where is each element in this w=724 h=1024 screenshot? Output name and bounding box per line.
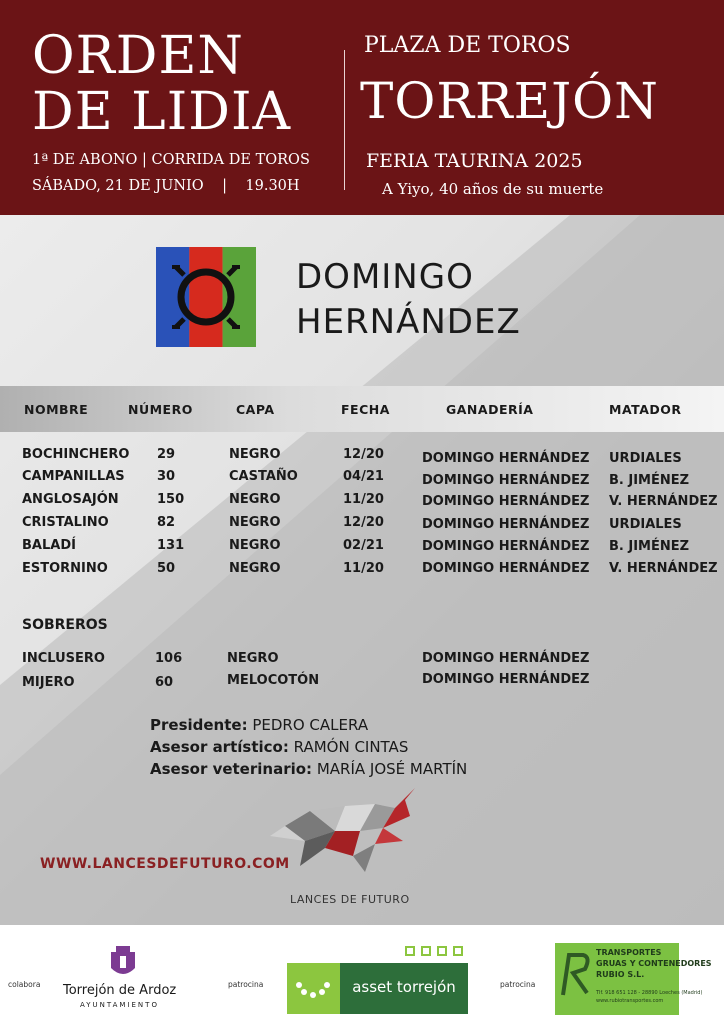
cell-fecha: 12/20: [343, 515, 384, 530]
cell-ganaderia: DOMINGO HERNÁNDEZ: [422, 494, 590, 509]
official-value: MARÍA JOSÉ MARTÍN: [316, 760, 468, 778]
cell-numero: 82: [157, 515, 176, 530]
cell-numero: 30: [157, 469, 176, 484]
cell-capa: NEGRO: [229, 538, 281, 553]
cell-matador: V. HERNÁNDEZ: [609, 561, 718, 576]
cell-nombre: CRISTALINO: [22, 515, 109, 530]
cell-numero: 131: [157, 538, 185, 553]
col-header-fecha: FECHA: [341, 402, 390, 417]
asset-square-icon: [405, 946, 415, 956]
col-header-ganaderia: GANADERÍA: [446, 402, 534, 417]
cell-fecha: 11/20: [343, 561, 384, 576]
col-header-matador: MATADOR: [609, 402, 682, 417]
cell-nombre: ESTORNINO: [22, 561, 108, 576]
cell-ganaderia: DOMINGO HERNÁNDEZ: [422, 561, 590, 576]
subtitle-date: SÁBADO, 21 DE JUNIO | 19.30H: [32, 178, 300, 194]
asset-dots-icon: [287, 963, 340, 1014]
cell-capa: NEGRO: [229, 492, 281, 507]
patrocina-label: patrocina: [500, 980, 536, 989]
cell-fecha: 02/21: [343, 538, 384, 553]
cell-ganaderia: DOMINGO HERNÁNDEZ: [422, 651, 590, 666]
cell-numero: 60: [155, 675, 174, 690]
title-line-1: ORDEN: [32, 26, 244, 86]
cell-nombre: INCLUSERO: [22, 651, 105, 666]
col-header-nombre: NOMBRE: [24, 402, 89, 417]
torrejon-name: Torrejón de Ardoz: [63, 983, 177, 998]
ganaderia-name-line2: HERNÁNDEZ: [296, 302, 521, 342]
bull-logo-icon: [265, 786, 420, 876]
ganaderia-flag-icon: [156, 247, 256, 347]
asset-square-icon: [437, 946, 447, 956]
asset-logo-mark: [287, 963, 340, 1014]
asset-square-icon: [453, 946, 463, 956]
cell-capa: NEGRO: [229, 515, 281, 530]
cell-capa: MELOCOTÓN: [227, 673, 320, 688]
dedication: A Yiyo, 40 años de su muerte: [382, 180, 604, 198]
cell-matador: V. HERNÁNDEZ: [609, 494, 718, 509]
cell-nombre: ANGLOSAJÓN: [22, 492, 119, 507]
cell-matador: URDIALES: [609, 517, 682, 532]
rubio-line1: TRANSPORTES: [596, 948, 662, 957]
official-value: RAMÓN CINTAS: [293, 738, 409, 756]
colabora-label: colabora: [8, 980, 41, 989]
rubio-web: www.rubiotransportes.com: [596, 998, 664, 1004]
ganaderia-name-line1: DOMINGO: [296, 257, 474, 297]
torrejon-sub: AYUNTAMIENTO: [80, 1001, 159, 1009]
cell-fecha: 04/21: [343, 469, 384, 484]
asset-square-icon: [421, 946, 431, 956]
cell-nombre: MIJERO: [22, 675, 75, 690]
cell-ganaderia: DOMINGO HERNÁNDEZ: [422, 517, 590, 532]
cell-ganaderia: DOMINGO HERNÁNDEZ: [422, 451, 590, 466]
cell-capa: NEGRO: [229, 447, 281, 462]
sobreros-title: SOBREROS: [22, 617, 108, 633]
cell-numero: 50: [157, 561, 176, 576]
cell-nombre: CAMPANILLAS: [22, 469, 125, 484]
rubio-contact: Tlf. 918 651 128 - 28890 Loeches (Madrid): [596, 990, 703, 996]
official-label: Asesor artístico:: [150, 738, 289, 756]
cell-fecha: 12/20: [343, 447, 384, 462]
patrocina-label: patrocina: [228, 980, 264, 989]
official-value: PEDRO CALERA: [252, 716, 369, 734]
official-label: Presidente:: [150, 716, 248, 734]
asset-name: asset torrejón: [340, 963, 468, 1014]
subtitle-abono: 1ª DE ABONO | CORRIDA DE TOROS: [32, 152, 310, 168]
official-vet: [150, 760, 467, 778]
cell-ganaderia: DOMINGO HERNÁNDEZ: [422, 672, 590, 687]
cell-numero: 29: [157, 447, 176, 462]
cell-numero: 150: [157, 492, 185, 507]
feria-title: FERIA TAURINA 2025: [366, 150, 583, 172]
website-link[interactable]: WWW.LANCESDEFUTURO.COM: [40, 856, 290, 872]
cell-nombre: BALADÍ: [22, 538, 76, 553]
torrejon-shield-icon: [108, 944, 138, 982]
official-president: [150, 716, 368, 734]
cell-capa: NEGRO: [229, 561, 281, 576]
plaza-label: PLAZA DE TOROS: [364, 33, 571, 58]
title-line-2: DE LIDIA: [32, 82, 292, 142]
cell-numero: 106: [155, 651, 183, 666]
official-label: Asesor veterinario:: [150, 760, 313, 778]
cell-nombre: BOCHINCHERO: [22, 447, 130, 462]
city-title: TORREJÓN: [360, 72, 659, 130]
header-band: [0, 0, 724, 215]
cell-matador: B. JIMÉNEZ: [609, 473, 690, 488]
col-header-numero: NÚMERO: [128, 402, 193, 417]
cell-fecha: 11/20: [343, 492, 384, 507]
cell-ganaderia: DOMINGO HERNÁNDEZ: [422, 473, 590, 488]
cell-capa: NEGRO: [227, 651, 279, 666]
header-divider: [344, 50, 345, 190]
cell-capa: CASTAÑO: [229, 469, 298, 484]
rubio-line2: GRUAS Y CONTENEDORES: [596, 959, 712, 968]
cell-ganaderia: DOMINGO HERNÁNDEZ: [422, 539, 590, 554]
rubio-r-icon: [559, 949, 593, 999]
lances-label: LANCES DE FUTURO: [290, 893, 410, 906]
cell-matador: URDIALES: [609, 451, 682, 466]
col-header-capa: CAPA: [236, 402, 275, 417]
cell-matador: B. JIMÉNEZ: [609, 539, 690, 554]
rubio-line3: RUBIO S.L.: [596, 970, 645, 979]
official-artistic: [150, 738, 408, 756]
